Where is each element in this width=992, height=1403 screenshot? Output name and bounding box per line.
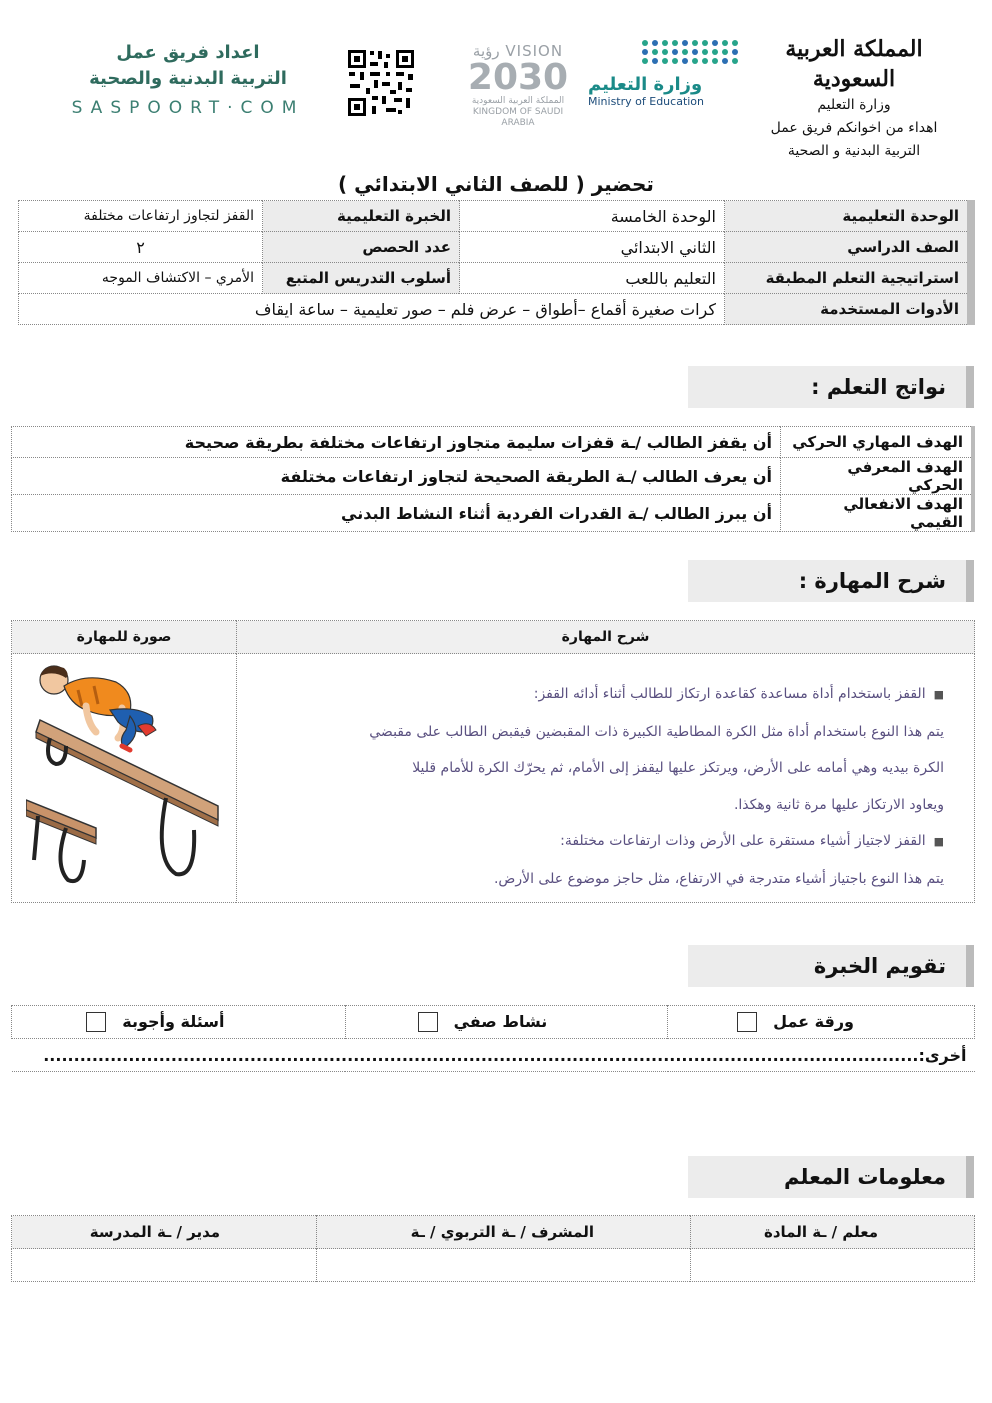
evaluation-table <box>11 1005 975 1072</box>
method-label: أسلوب التدريس المتبع <box>263 263 460 294</box>
moe-dots-icon <box>636 40 738 64</box>
table-row <box>12 1006 975 1039</box>
teacher-signature-cell[interactable] <box>691 1249 975 1282</box>
department-name: التربية البدنية و الصحية <box>787 143 921 159</box>
goal-label: الهدف الانفعالي القيمي <box>781 495 974 532</box>
outcomes-heading: نواتج التعلم : <box>688 366 974 408</box>
evaluation-heading: تقويم الخبرة <box>688 945 974 987</box>
goal-value: أن يبرز الطالب /ـة القدرات الفردية أثناء النشاط البدني <box>12 495 781 532</box>
option-label: ورقة عمل <box>773 1011 854 1031</box>
tools-label: الأدوات المستخدمة <box>725 294 972 325</box>
vision-kingdom-ar: المملكة العربية السعودية <box>471 96 565 106</box>
page-title: تحضير ( للصف الثاني الابتدائي ) <box>338 172 654 196</box>
vision-2030-logo <box>456 42 580 128</box>
table-row <box>12 621 975 654</box>
boy-jumping-bench-illustration <box>26 660 222 900</box>
paragraph-line: ويعاود الارتكاز عليها مرة ثانية وهكذا. <box>733 796 944 813</box>
supervisor-signature-cell[interactable] <box>317 1249 691 1282</box>
skill-table <box>11 620 975 903</box>
team-line-2: التربية البدنية والصحية <box>89 68 287 89</box>
goal-label: الهدف المهاري الحركي <box>781 427 974 458</box>
principal-column-header: مدير / ـة المدرسة <box>12 1216 317 1249</box>
qr-code-icon <box>346 48 416 118</box>
table-row <box>12 654 975 903</box>
periods-value: ٢ <box>19 232 263 263</box>
skill-image-cell <box>12 654 237 903</box>
option-questions[interactable] <box>12 1006 346 1039</box>
table-row <box>19 294 972 325</box>
checkbox[interactable] <box>418 1012 438 1032</box>
image-column-header: صورة للمهارة <box>12 621 237 654</box>
option-worksheet[interactable] <box>668 1006 975 1039</box>
bullet-text: القفز باستخدام أداة مساعدة كقاعدة ارتكاز للطالب أثناء أدائه القفز: <box>533 686 926 702</box>
teacher-column-header: معلم / ـة المادة <box>691 1216 975 1249</box>
moe-logo-english: Ministry of Education <box>588 95 705 108</box>
periods-label: عدد الحصص <box>263 232 460 263</box>
grade-label: الصف الدراسي <box>725 232 972 263</box>
bullet-icon: ■ <box>933 688 944 701</box>
team-site: SASPOORT·COM <box>71 98 305 118</box>
other-field[interactable]: أخرى:................................................................................................................................................ <box>12 1039 975 1072</box>
option-label: أسئلة وأجوبة <box>122 1011 225 1031</box>
method-value: الأمري – الاكتشاف الموجه <box>19 263 263 294</box>
option-class-activity[interactable] <box>345 1006 668 1039</box>
teacher-info-heading: معلومات المعلم <box>688 1156 974 1198</box>
lesson-info-table <box>18 200 975 325</box>
paragraph-line: يتم هذا النوع باستخدام أداة مثل الكرة المطاطية الكبيرة ذات المقبضين فيقبض الطالب على مقبضي <box>369 723 944 740</box>
grade-value: الثاني الابتدائي <box>460 232 725 263</box>
goals-table <box>11 426 975 532</box>
goal-value: أن يقفز الطالب /ـة قفزات سليمة متجاوز ارتفاعات مختلفة بطريقة صحيحة <box>12 427 781 458</box>
supervisor-column-header: المشرف / ـة التربوي / ـة <box>317 1216 691 1249</box>
table-row <box>12 1039 975 1072</box>
paragraph-line: يتم هذا النوع باجتياز أشياء متدرجة في الارتفاع، مثل حاجز موضوع على الأرض. <box>493 870 944 887</box>
experience-value: القفز لتجاوز ارتفاعات مختلفة <box>19 201 263 232</box>
kingdom-name: المملكة العربية السعودية <box>785 36 923 92</box>
goal-label: الهدف المعرفي الحركي <box>781 458 974 495</box>
tools-value: كرات صغيرة أقماع –أطواق – عرض فلم – صور تعليمية – ساعة ايقاف <box>19 294 725 325</box>
option-label: نشاط صفي <box>453 1011 548 1031</box>
table-row <box>12 427 974 458</box>
goal-value: أن يعرف الطالب /ـة الطريقة الصحيحة لتجاوز ارتفاعات مختلفة <box>12 458 781 495</box>
checkbox[interactable] <box>86 1012 106 1032</box>
table-row <box>12 1216 975 1249</box>
signatures-table <box>11 1215 975 1282</box>
table-row <box>19 201 972 232</box>
skill-explanation-cell <box>237 654 975 903</box>
team-line-1: اعداد فريق عمل <box>116 42 260 63</box>
ministry-name: وزارة التعليم <box>817 97 891 113</box>
skill-heading: شرح المهارة : <box>688 560 974 602</box>
vision-kingdom-en: KINGDOM OF SAUDI ARABIA <box>472 107 564 128</box>
vision-year: 2030 <box>467 57 569 98</box>
table-row <box>12 495 974 532</box>
table-row <box>19 232 972 263</box>
strategy-value: التعليم باللعب <box>460 263 725 294</box>
principal-signature-cell[interactable] <box>12 1249 317 1282</box>
moe-logo <box>588 40 738 140</box>
experience-label: الخبرة التعليمية <box>263 201 460 232</box>
paragraph-line: الكرة بيديه وهي أمامه على الأرض، ويرتكز عليها ليقفز إلى الأمام، ثم يحرّك الكرة للأمام قليلا <box>412 760 944 776</box>
strategy-label: استراتيجية التعلم المطبقة <box>725 263 972 294</box>
bullet-icon: ■ <box>933 835 944 848</box>
unit-value: الوحدة الخامسة <box>460 201 725 232</box>
team-logo <box>70 40 306 118</box>
explanation-column-header: شرح المهارة <box>237 621 975 654</box>
list-item <box>257 676 944 714</box>
vision-label: VISION رؤية <box>472 42 564 60</box>
checkbox[interactable] <box>737 1012 757 1032</box>
header-ministry-block <box>754 34 954 163</box>
gift-line: اهداء من اخوانكم فريق عمل <box>770 120 938 136</box>
moe-logo-arabic: وزارة التعليم <box>588 74 703 95</box>
table-row <box>12 458 974 495</box>
unit-label: الوحدة التعليمية <box>725 201 972 232</box>
table-row <box>19 263 972 294</box>
table-row <box>12 1249 975 1282</box>
bullet-text: القفز لاجتياز أشياء مستقرة على الأرض وذات ارتفاعات مختلفة: <box>560 833 926 849</box>
list-item <box>257 823 944 861</box>
